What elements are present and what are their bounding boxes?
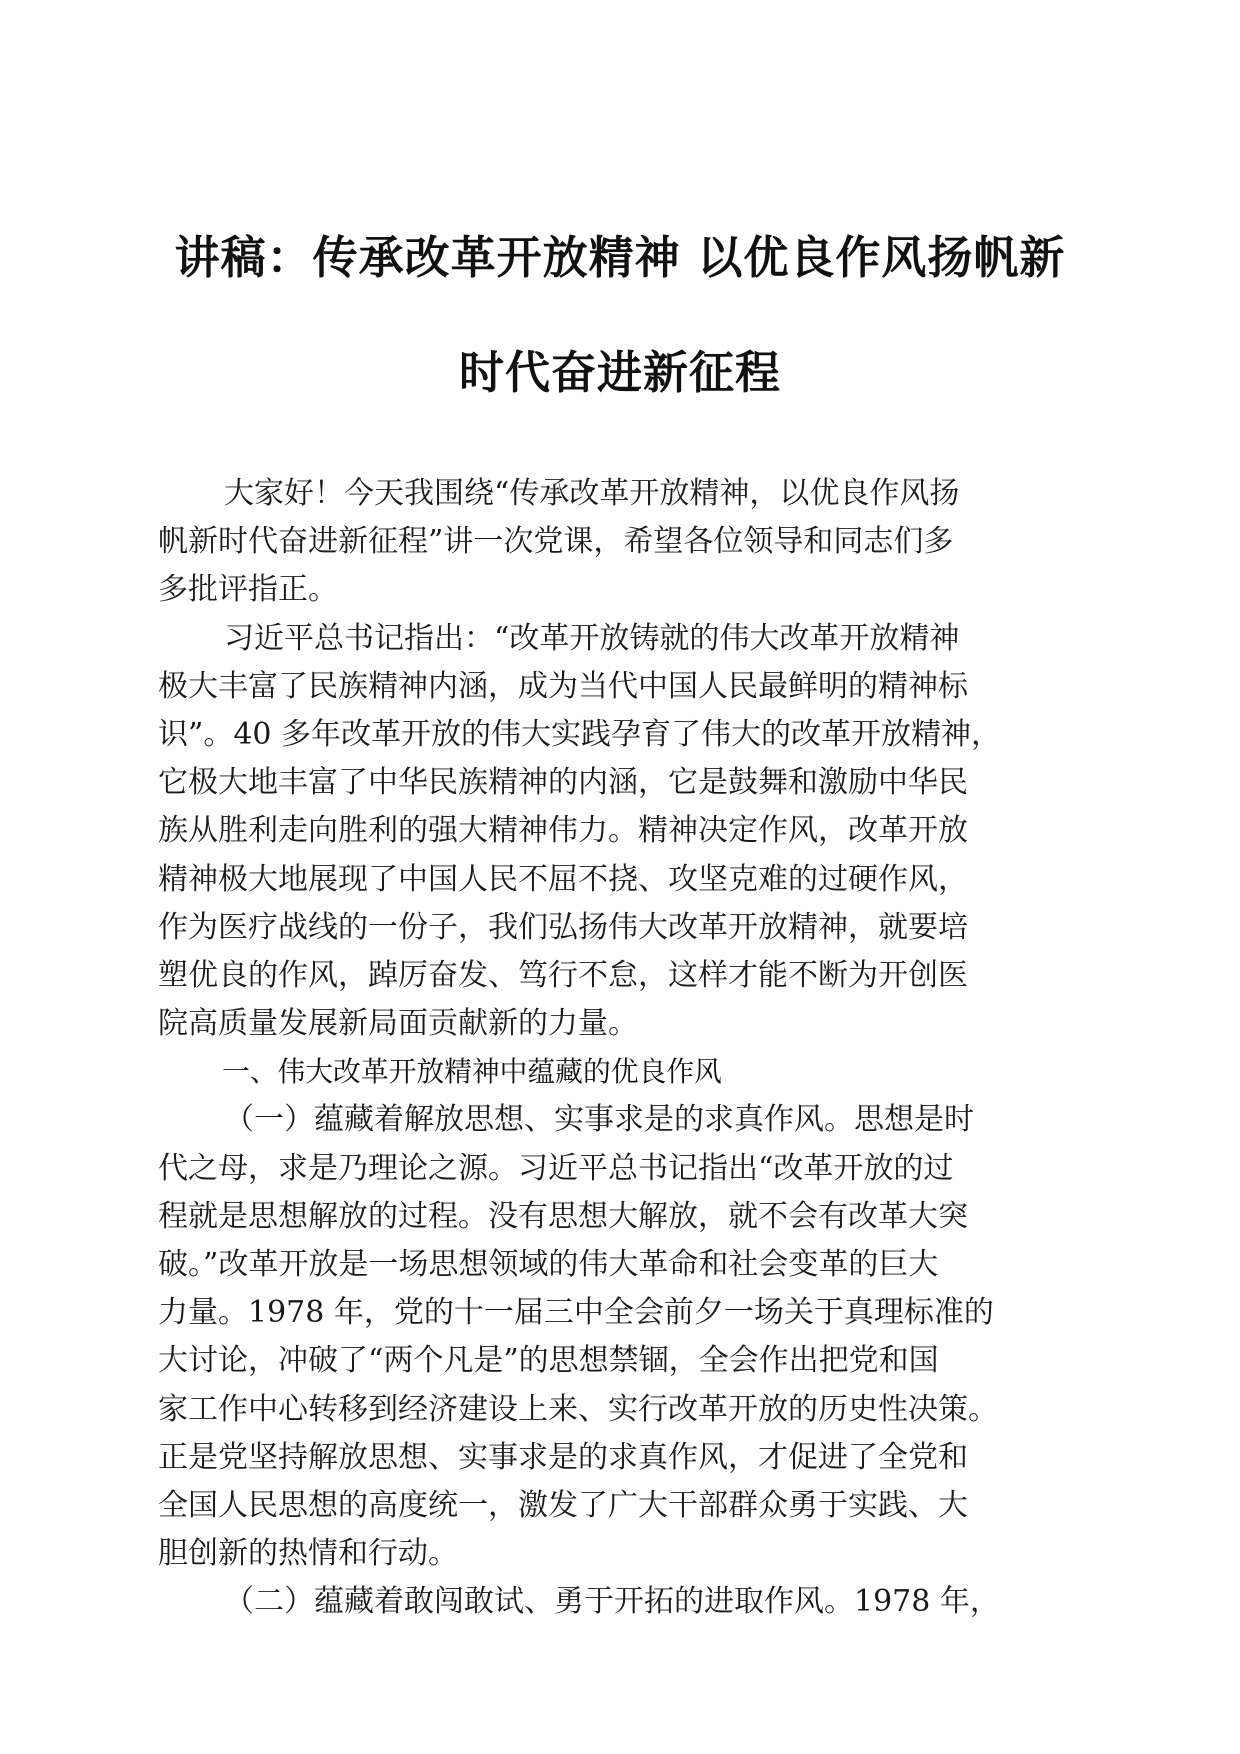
text-line: 家工作中心转移到经济建设上来、实行改革开放的历史性决策。 [158, 1391, 998, 1427]
text-line: 力量。1978 年，党的十一届三中全会前夕一场关于真理标准的 [158, 1295, 994, 1331]
text-line: 族从胜利走向胜利的强大精神伟力。精神决定作风，改革开放 [158, 813, 968, 849]
text-line: 它极大地丰富了中华民族精神的内涵，它是鼓舞和激励中华民 [158, 765, 968, 801]
document-body [158, 470, 1083, 1627]
text-line: 大讨论，冲破了“两个凡是”的思想禁锢，全会作出把党和国 [158, 1343, 939, 1379]
document-title-line-2: 时代奋进新征程 [458, 346, 781, 399]
text-line: 全国人民思想的高度统一，激发了广大干部群众勇于实践、大 [158, 1487, 968, 1523]
text-line: 作为医疗战线的一份子，我们弘扬伟大改革开放精神，就要培 [158, 909, 968, 945]
text-line: 识”。40 多年改革开放的伟大实践孕育了伟大的改革开放精神， [158, 716, 1002, 752]
text-line: 帆新时代奋进新征程”讲一次党课，希望各位领导和同志们多 [158, 524, 954, 560]
text-line: 极大丰富了民族精神内涵，成为当代中国人民最鲜明的精神标 [158, 668, 968, 704]
text-line: 习近平总书记指出：“改革开放铸就的伟大改革开放精神 [224, 620, 960, 656]
text-line: 多批评指正。 [158, 572, 338, 608]
text-line: 大家好！今天我围绕“传承改革开放精神，以优良作风扬 [224, 476, 960, 511]
text-line: 塑优良的作风，踔厉奋发、笃行不怠，这样才能不断为开创医 [158, 957, 968, 993]
text-line: 院高质量发展新局面贡献新的力量。 [158, 1006, 638, 1042]
section-heading: 一、伟大改革开放精神中蕴藏的优良作风 [222, 1055, 722, 1089]
text-line: 正是党坚持解放思想、实事求是的求真作风，才促进了全党和 [158, 1439, 968, 1475]
text-line: 胆创新的热情和行动。 [158, 1536, 458, 1572]
text-line: 程就是思想解放的过程。没有思想大解放，就不会有改革大突 [158, 1198, 968, 1234]
text-line: 精神极大地展现了中国人民不屈不挠、攻坚克难的过硬作风， [158, 861, 968, 897]
text-line: 破。”改革开放是一场思想领域的伟大革命和社会变革的巨大 [158, 1247, 939, 1282]
text-line: 代之母，求是乃理论之源。习近平总书记指出“改革开放的过 [158, 1150, 954, 1186]
document-title-line-1: 讲稿：传承改革开放精神 以优良作风扬帆新 [174, 231, 1066, 284]
text-line: （一）蕴藏着解放思想、实事求是的求真作风。思想是时 [224, 1102, 974, 1138]
text-line: （二）蕴藏着敢闯敢试、勇于开拓的进取作风。1978 年， [224, 1584, 1000, 1620]
